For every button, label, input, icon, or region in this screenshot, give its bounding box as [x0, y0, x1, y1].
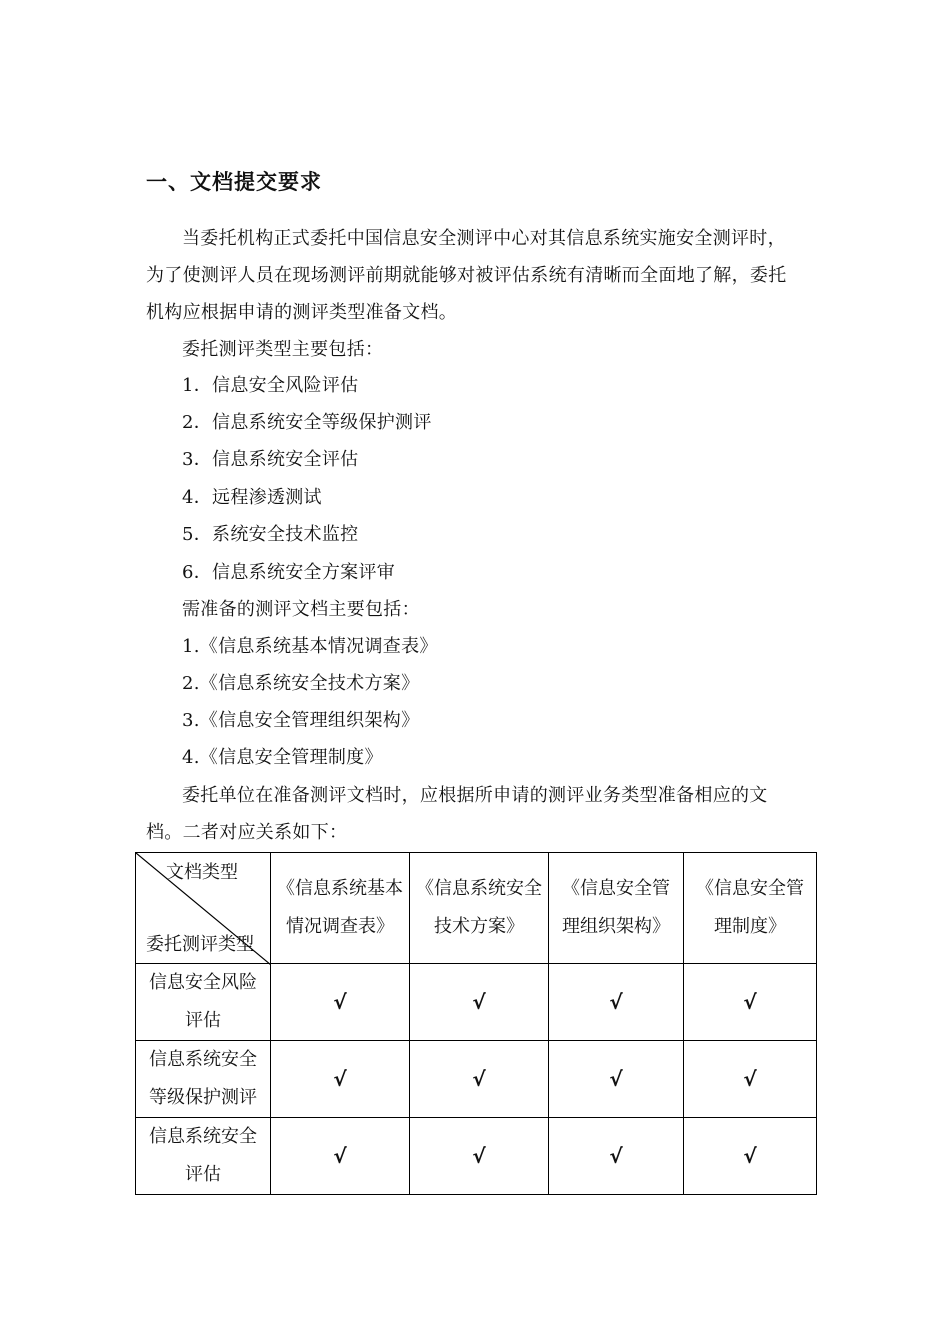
assessment-type-item: 1．信息安全风险评估: [182, 375, 359, 396]
outro-paragraph-line: 委托单位在准备测评文档时，应根据所申请的测评业务类型准备相应的文: [182, 785, 768, 806]
table-header-row: [136, 853, 817, 964]
section-heading: 一、文档提交要求: [146, 170, 322, 194]
check-mark: √: [410, 1041, 549, 1118]
row-header: 信息安全风险评估: [136, 964, 271, 1041]
assessment-types-title: 委托测评类型主要包括：: [182, 339, 384, 360]
column-header: 《信息安全管理组织架构》: [549, 853, 684, 964]
check-mark: √: [684, 1041, 817, 1118]
column-header: 《信息安全管理制度》: [684, 853, 817, 964]
check-mark: √: [271, 964, 410, 1041]
outro-paragraph-line: 档。二者对应关系如下：: [146, 822, 348, 843]
assessment-type-item: 5．系统安全技术监控: [182, 524, 359, 545]
assessment-type-item: 4．远程渗透测试: [182, 487, 322, 508]
assessment-type-item: 2．信息系统安全等级保护测评: [182, 412, 432, 433]
check-mark: √: [684, 964, 817, 1041]
document-item: 3.《信息安全管理组织架构》: [182, 710, 420, 731]
document-item: 2.《信息系统安全技术方案》: [182, 673, 420, 694]
intro-paragraph-line: 为了使测评人员在现场测评前期就能够对被评估系统有清晰而全面地了解，委托: [146, 265, 787, 286]
column-header: 《信息系统基本情况调查表》: [271, 853, 410, 964]
mapping-table: [135, 852, 817, 1195]
row-header: 信息系统安全评估: [136, 1118, 271, 1195]
intro-paragraph-line: 当委托机构正式委托中国信息安全测评中心对其信息系统实施安全测评时，: [182, 228, 786, 249]
check-mark: √: [271, 1118, 410, 1195]
check-mark: √: [549, 1041, 684, 1118]
check-mark: √: [410, 1118, 549, 1195]
table-row: [136, 1118, 817, 1195]
table-row: [136, 1041, 817, 1118]
intro-paragraph-line: 机构应根据申请的测评类型准备文档。: [146, 302, 458, 323]
document-item: 1.《信息系统基本情况调查表》: [182, 636, 438, 657]
check-mark: √: [271, 1041, 410, 1118]
document-item: 4.《信息安全管理制度》: [182, 747, 383, 768]
assessment-type-item: 3．信息系统安全评估: [182, 449, 359, 470]
corner-top-label: 文档类型: [166, 862, 238, 883]
row-header: 信息系统安全等级保护测评: [136, 1041, 271, 1118]
column-header: 《信息系统安全技术方案》: [410, 853, 549, 964]
documents-title: 需准备的测评文档主要包括：: [182, 599, 420, 620]
table-row: [136, 964, 817, 1041]
check-mark: √: [549, 964, 684, 1041]
check-mark: √: [684, 1118, 817, 1195]
table-corner-cell: [136, 853, 271, 964]
check-mark: √: [549, 1118, 684, 1195]
corner-bottom-label: 委托测评类型: [146, 934, 254, 955]
check-mark: √: [410, 964, 549, 1041]
assessment-type-item: 6．信息系统安全方案评审: [182, 562, 396, 583]
